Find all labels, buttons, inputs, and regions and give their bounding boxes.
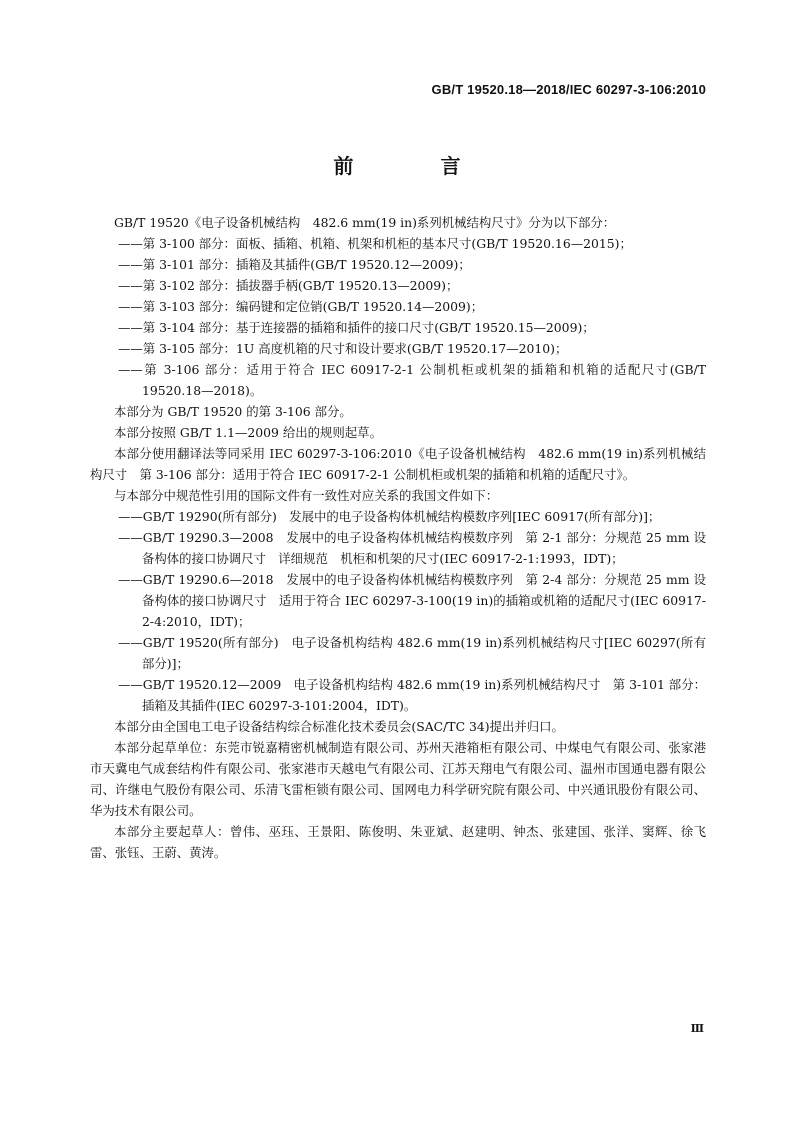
paragraph-drafters: 本部分主要起草人：曾伟、巫珏、王景阳、陈俊明、朱亚斌、赵建明、钟杰、张建国、张洋、窦辉、徐飞雷、张钰、王蔚、黄涛。	[90, 824, 706, 860]
list-item-reference: ——GB/T 19290(所有部分) 发展中的电子设备构体机械结构模数序列[IEC 60917(所有部分)]；	[118, 509, 661, 524]
paragraph-proposer: 本部分由全国电工电子设备结构综合标准化技术委员会(SAC/TC 34)提出并归口。	[114, 719, 564, 734]
list-item-part-3-104: ——第 3-104 部分：基于连接器的插箱和插件的接口尺寸(GB/T 19520.15—2009)；	[118, 320, 595, 335]
list-item-part-3-105: ——第 3-105 部分：1U 高度机箱的尺寸和设计要求(GB/T 19520.17—2010)；	[118, 341, 568, 356]
foreword-body	[90, 212, 706, 863]
list-item-reference: ——GB/T 19290.6—2018 发展中的电子设备构体机械结构模数序列 第 2-4 部分：分规范 25 mm 设备构体的接口协调尺寸 适用于符合 IEC 60297-3-100(19 in)的插箱或机箱的适配尺寸(IEC 60917-2-4:2010，IDT)；	[118, 572, 706, 629]
paragraph-drafting-units: 本部分起草单位：东莞市锐嘉精密机械制造有限公司、苏州天港箱柜有限公司、中煤电气有限公司、张家港市天冀电气成套结构件有限公司、张家港市天越电气有限公司、江苏天翔电气有限公司、温州市国通电器有限公司、许继电气股份有限公司、乐清飞雷柜锁有限公司、国网电力科学研究院有限公司、中兴通讯股份有限公司、华为技术有限公司。	[90, 740, 706, 818]
list-item-reference: ——GB/T 19520.12—2009 电子设备机构结构 482.6 mm(19 in)系列机械结构尺寸 第 3-101 部分：插箱及其插件(IEC 60297-3-101:2004，IDT)。	[118, 677, 706, 713]
list-item-part-3-106: ——第 3-106 部分：适用于符合 IEC 60917-2-1 公制机柜或机架的插箱和机箱的适配尺寸(GB/T 19520.18—2018)。	[118, 362, 706, 398]
paragraph-intro: GB/T 19520《电子设备机械结构 482.6 mm(19 in)系列机械结构尺寸》分为以下部分：	[114, 215, 616, 230]
list-item-part-3-102: ——第 3-102 部分：插拔器手柄(GB/T 19520.13—2009)；	[118, 278, 459, 293]
list-item-part-3-100: ——第 3-100 部分：面板、插箱、机箱、机架和机柜的基本尺寸(GB/T 19520.16—2015)；	[118, 236, 632, 251]
paragraph-references-intro: 与本部分中规范性引用的国际文件有一致性对应关系的我国文件如下：	[114, 488, 499, 503]
paragraph-adoption: 本部分使用翻译法等同采用 IEC 60297-3-106:2010《电子设备机械结构 482.6 mm(19 in)系列机械结构尺寸 第 3-106 部分：适用于符合 IEC 60917-2-1 公制机柜或机架的插箱和机箱的适配尺寸》。	[90, 446, 706, 482]
list-item-part-3-103: ——第 3-103 部分：编码键和定位销(GB/T 19520.14—2009)；	[118, 299, 484, 314]
standard-number-header: GB/T 19520.18—2018/IEC 60297-3-106:2010	[431, 82, 706, 97]
list-item-reference: ——GB/T 19520(所有部分) 电子设备机构结构 482.6 mm(19 in)系列机械结构尺寸[IEC 60297(所有部分)]；	[118, 635, 706, 671]
list-item-reference: ——GB/T 19290.3—2008 发展中的电子设备构体机械结构模数序列 第 2-1 部分：分规范 25 mm 设备构体的接口协调尺寸 详细规范 机柜和机架的尺寸(IEC 60917-2-1:1993，IDT)；	[118, 530, 706, 566]
page-number: Ⅲ	[690, 1023, 704, 1035]
paragraph-part-statement: 本部分为 GB/T 19520 的第 3-106 部分。	[114, 404, 352, 419]
page-title: 前 言	[333, 154, 501, 178]
paragraph-drafting-rules: 本部分按照 GB/T 1.1—2009 给出的规则起草。	[114, 425, 382, 440]
list-item-part-3-101: ——第 3-101 部分：插箱及其插件(GB/T 19520.12—2009)；	[118, 257, 471, 272]
